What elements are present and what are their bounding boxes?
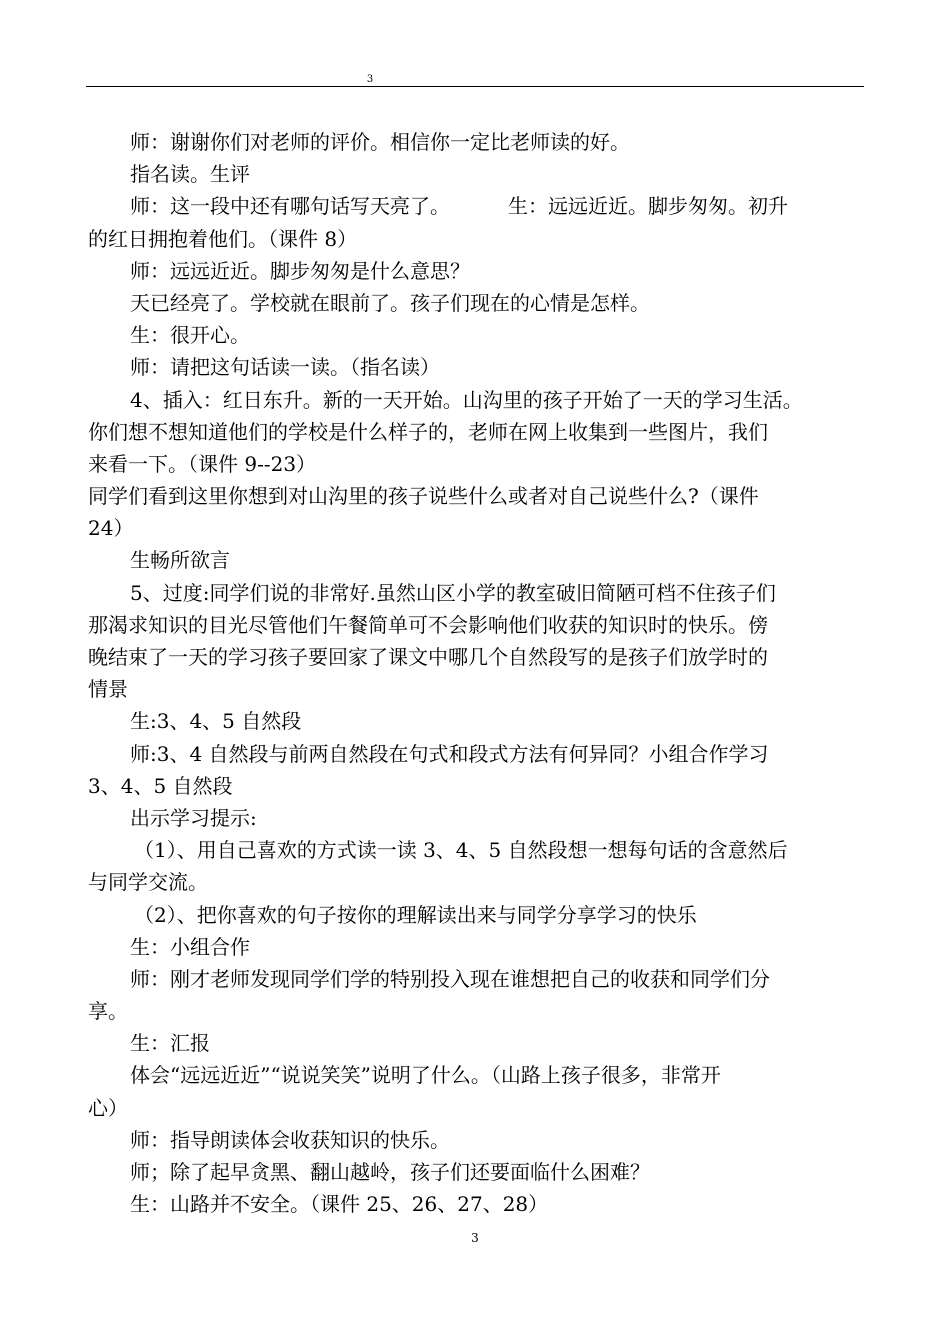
text-line [88,190,864,222]
text-segment: 师：这一段中还有哪句话写天亮了。 [130,194,450,219]
text-line: 同学们看到这里你想到对山沟里的孩子说些什么或者对自己说些什么?（课件 [88,484,759,509]
text-line: 生：山路并不安全。（课件 25、26、27、28） [130,1192,549,1217]
text-line: 体会“远远近近”“说说笑笑”说明了什么。（山路上孩子很多，非常开 [130,1063,721,1088]
text-line: （1）、用自己喜欢的方式读一读 3、4、5 自然段想一想每句话的含意然后 [134,838,788,863]
text-line: 师；除了起早贪黑、翻山越岭，孩子们还要面临什么困难？ [130,1160,650,1184]
text-line: 你们想不想知道他们的学校是什么样子的，老师在网上收集到一些图片，我们 [88,419,768,444]
text-line: 生畅所欲言 [130,548,230,573]
text-line: 5、过度:同学们说的非常好.虽然山区小学的教室破旧简陋可档不住孩子们 [130,580,776,605]
text-line: 天已经亮了。学校就在眼前了。孩子们现在的心情是怎样。 [130,290,650,315]
text-line: 3、4、5 自然段 [88,773,233,798]
text-line: 晚结束了一天的学习孩子要回家了课文中哪几个自然段写的是孩子们放学时的 [88,645,768,669]
text-line: 的红日拥抱着他们。（课件 8） [88,226,358,251]
text-line: 师:3、4 自然段与前两自然段在句式和段式方法有何异同？小组合作学习 [130,741,769,766]
text-line: 情景 [88,677,128,702]
footer-page-number: 3 [471,1231,479,1245]
text-line: 24） [88,516,134,541]
text-line: （2）、把你喜欢的句子按你的理解读出来与同学分享学习的快乐 [134,902,697,927]
text-line: 享。 [88,999,128,1024]
header-divider [86,86,864,87]
text-line: 师：刚才老师发现同学们学的特别投入现在谁想把自己的收获和同学们分 [130,966,770,991]
text-line: 师：请把这句话读一读。（指名读） [130,355,440,380]
text-line: 心） [88,1095,128,1120]
text-line: 师：远远近近。脚步匆匆是什么意思？ [130,258,470,283]
text-line: 那渴求知识的目光尽管他们午餐简单可不会影响他们收获的知识时的快乐。傍 [88,612,768,637]
text-line: 与同学交流。 [88,870,208,895]
text-line: 生：汇报 [130,1031,210,1056]
text-segment: 生：远远近近。脚步匆匆。初升 [508,194,788,219]
text-line: 出示学习提示: [130,805,257,830]
text-line: 生：小组合作 [130,934,250,959]
text-line: 师：指导朗读体会收获知识的快乐。 [130,1127,450,1152]
header-page-number: 3 [366,74,374,85]
document-body [88,126,864,1220]
text-line: 师：谢谢你们对老师的评价。相信你一定比老师读的好。 [130,130,630,154]
text-line: 指名读。生评 [130,162,250,187]
text-line: 4、插入：红日东升。新的一天开始。山沟里的孩子开始了一天的学习生活。 [130,387,803,412]
text-line: 生:3、4、5 自然段 [130,709,302,734]
text-line: 生：很开心。 [130,323,250,348]
text-line: 来看一下。（课件 9--23） [88,451,317,476]
